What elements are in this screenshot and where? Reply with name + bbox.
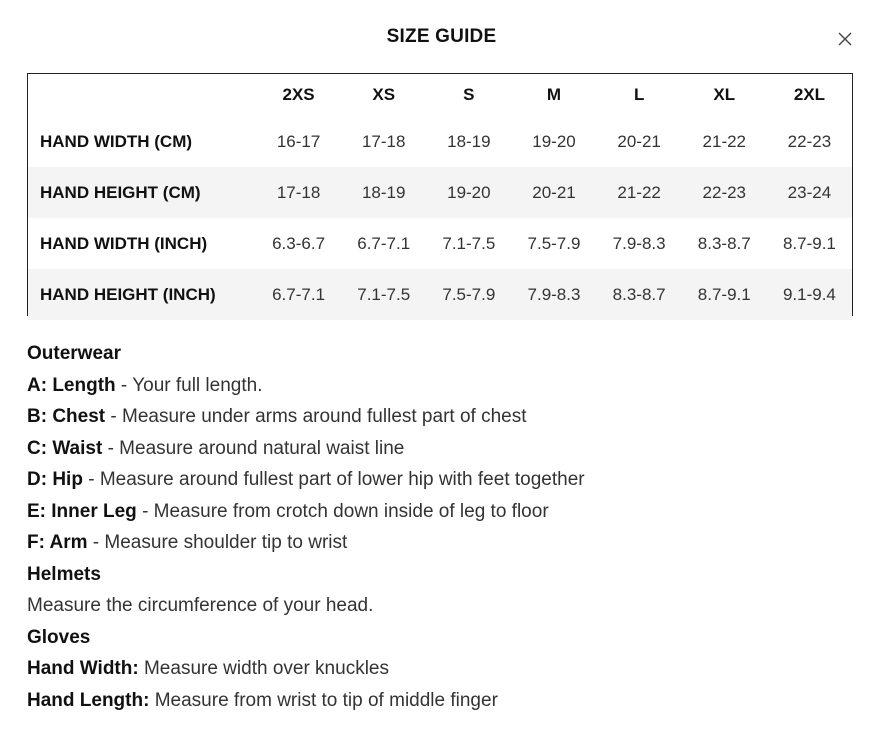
table-cell: 16-17 — [276, 131, 321, 151]
header-corner-cell — [28, 74, 256, 116]
guide-desc: - Measure around natural waist line — [102, 437, 405, 459]
row-label: HAND WIDTH (CM) — [40, 131, 193, 151]
table-cell: 21-22 — [702, 131, 747, 151]
close-button[interactable] — [836, 30, 854, 48]
table-cell: 6.7-7.1 — [256, 269, 341, 320]
table-cell: 9.1-9.4 — [767, 269, 852, 320]
guide-term: Hand Width: — [27, 658, 139, 679]
table-cell: 7.1-7.5 — [442, 233, 496, 253]
outerwear-heading: Outerwear — [27, 343, 121, 364]
guide-desc: Measure from wrist to tip of middle finger — [149, 689, 498, 711]
guide-item — [27, 527, 585, 559]
column-header: 2XL — [793, 85, 826, 104]
column-header: M — [546, 85, 562, 104]
table-cell: 7.5-7.9 — [527, 233, 581, 253]
table-cell: 6.7-7.1 — [357, 233, 411, 253]
table-cell: 22-23 — [787, 131, 832, 151]
guide-term: F: Arm — [27, 532, 88, 553]
measurement-guide — [27, 338, 585, 716]
guide-term: B: Chest — [27, 406, 106, 427]
guide-term: E: Inner Leg — [27, 500, 137, 522]
guide-item — [27, 653, 585, 685]
table-cell: 7.5-7.9 — [426, 269, 511, 320]
table-cell: 17-18 — [361, 131, 406, 151]
guide-item — [27, 464, 585, 496]
guide-desc: - Measure around fullest part of lower hip with feet together — [82, 469, 585, 490]
column-header: XS — [372, 85, 396, 104]
table-cell: 22-23 — [682, 167, 767, 218]
row-label: HAND HEIGHT (CM) — [28, 167, 256, 218]
close-icon — [838, 32, 852, 46]
gloves-heading: Gloves — [27, 626, 91, 648]
guide-item — [27, 496, 585, 528]
guide-term: A: Length — [27, 374, 116, 396]
table-cell: 19-20 — [532, 131, 576, 151]
guide-item — [27, 370, 585, 402]
column-header: S — [463, 85, 475, 104]
table-cell: 7.1-7.5 — [341, 269, 426, 320]
table-cell: 8.3-8.7 — [697, 233, 751, 253]
table-cell: 8.7-9.1 — [682, 269, 767, 320]
table-row — [28, 218, 852, 269]
table-cell: 18-19 — [341, 167, 426, 218]
guide-term: D: Hip — [27, 469, 83, 490]
guide-desc: - Your full length. — [115, 374, 263, 396]
table-cell: 7.9-8.3 — [511, 269, 596, 320]
guide-desc: - Measure from crotch down inside of leg to floor — [136, 500, 549, 522]
guide-item — [27, 685, 585, 717]
modal-title: SIZE GUIDE — [386, 26, 497, 47]
guide-term: C: Waist — [27, 437, 103, 459]
table-cell: 6.3-6.7 — [272, 233, 326, 253]
table-cell: 18-19 — [447, 131, 491, 151]
guide-item — [27, 401, 585, 433]
table-cell: 8.7-9.1 — [782, 233, 836, 253]
guide-desc: Measure width over knuckles — [138, 658, 389, 679]
guide-term: Hand Length: — [27, 689, 150, 711]
table-cell: 21-22 — [597, 167, 682, 218]
table-header-row — [28, 74, 852, 116]
table-cell: 19-20 — [426, 167, 511, 218]
size-table-container — [27, 73, 853, 316]
table-row — [28, 269, 852, 320]
column-header: L — [633, 85, 645, 104]
helmets-text: Measure the circumference of your head. — [27, 595, 374, 616]
table-row — [28, 167, 852, 218]
helmets-heading: Helmets — [27, 563, 101, 585]
table-row — [28, 116, 852, 167]
table-cell: 20-21 — [511, 167, 596, 218]
column-header: XL — [713, 85, 736, 104]
row-label: HAND HEIGHT (INCH) — [28, 269, 256, 320]
table-cell: 17-18 — [256, 167, 341, 218]
guide-desc: - Measure under arms around fullest part of chest — [105, 406, 527, 427]
table-cell: 23-24 — [767, 167, 852, 218]
size-table — [28, 74, 852, 320]
guide-desc: - Measure shoulder tip to wrist — [87, 532, 348, 553]
guide-item — [27, 433, 585, 465]
table-cell: 7.9-8.3 — [612, 233, 666, 253]
row-label: HAND WIDTH (INCH) — [40, 233, 208, 253]
table-cell: 20-21 — [617, 131, 661, 151]
table-cell: 8.3-8.7 — [597, 269, 682, 320]
column-header: 2XS — [282, 85, 315, 104]
